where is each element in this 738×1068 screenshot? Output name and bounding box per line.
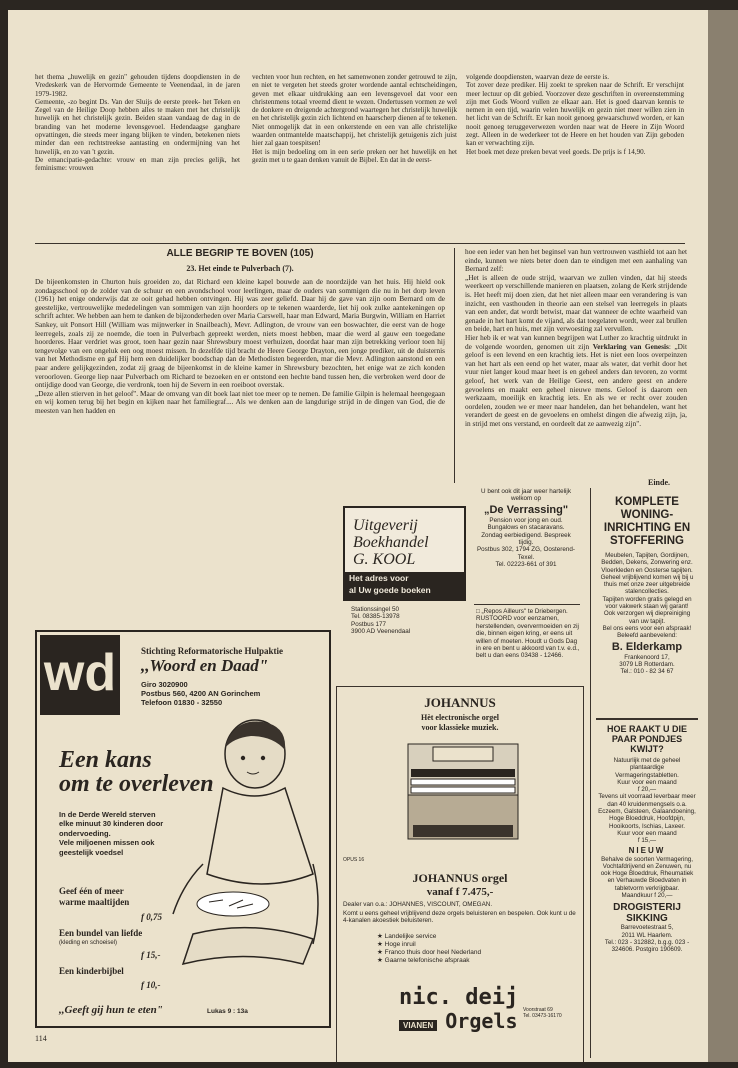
top-article-col-3 (466, 73, 684, 243)
sikking-line: Kuur voor een maand (617, 778, 677, 786)
verrassing-name: „De Verrassing" (483, 503, 569, 516)
quote-text: Hier heb ik er wat van kunnen begrijpen wat Luther zo krachtig uitdrukt in de volgende woorden, genomen uit zijn (465, 332, 687, 351)
addr-line: 3079 LB Rotterdam. (619, 660, 675, 668)
wd-price-1: f 0,75 (141, 912, 162, 922)
wd-body-line: ondervoeding. (59, 828, 111, 838)
column-divider (590, 488, 591, 1058)
top-article-col-1 (35, 73, 240, 243)
addr-line: Frankenoord 17, (624, 653, 670, 661)
sikking-line: Kuur voor een maand (617, 829, 677, 837)
wd-name: ,,Woord en Daad" (141, 656, 269, 675)
bullet-item: ★ Hoge inruil (377, 941, 416, 948)
opus-label: OPUS 16 (343, 857, 365, 863)
sikking-name: DROGISTERIJ SIKKING (613, 902, 681, 925)
addr-line: Tel.: 023 - 312882, b.g.g. 023 - 324606. Postgiro 190609. (604, 938, 690, 954)
paragraph: Tot zover deze prediker. Hij zoekt te spreken naar de Schrift. Er verschijnt meer lectuur op dit gebied. Voorzover deze geschriften in overeenstemming zijn met Gods Woord vullen ze elkaar aan. Het is goed daarvan kennis te nemen in een tijd, waarin velen huwelijk en gezin niet meer willen zien in het licht van de Schrift. Er kan nooit genoeg gewaarschuwd worden, er kan nooit genoeg teruggeverwezen worden naar wat de Heere in Zijn Woord zegt. Alleen in de wederkeer tot de Heere en het houden van Zijn geboden kan er verwachting zijn. (466, 81, 684, 148)
page-number: 114 (35, 1034, 47, 1043)
paragraph: Het boek met deze preken bevat veel goeds. De prijs is f 14,90. (466, 147, 646, 156)
kool-line-2: Boekhandel (353, 534, 429, 551)
johannus-sub-2: voor klassieke muziek. (421, 723, 499, 732)
paragraph: vechten voor hun rechten, en het samenwonen zonder getrouwd te zijn, en niet te vergeten het steeds groter wordende aantal echtscheidingen, geven met elkaar uitdrukking aan een levensgevoel dat voor een christenmens totaal vreemd dient te wezen. Ondertussen vormen ze wel de donkere en dreigende achtergrond waartegen het christelijk huwelijk en het christelijk gezin zich lichtend en haarscherp dienen af te tekenen. Niet onmogelijk dat in een onkerstende en een van alle christelijke waarden ontmantelde maatschappij, het christelijk getuigenis zich juist hier zal gaan toespitsen! (252, 73, 457, 148)
wd-offer-3: Een kinderbijbel (59, 966, 124, 976)
wd-body-line: Vele miljoenen missen ook (59, 838, 155, 848)
wd-offer-2: Een bundel van liefde (59, 928, 143, 938)
wd-price-2: f 15,- (141, 950, 161, 960)
elderkamp-line: Tapijten worden gratis gelegd en voor vakwerk staan wij garant! (602, 595, 692, 611)
kool-tagline (345, 572, 464, 599)
wd-giro: Giro 3020900 (141, 680, 188, 689)
kool-line-3: G. KOOL (353, 551, 416, 568)
deij-logo-line-1: nic. deij (399, 985, 519, 1010)
johannus-desc: Komt u eens geheel vrijblijvend deze orgels beluisteren en bespelen. Ook kunt u de 4-kanalen akoestiek beluisteren. (343, 910, 576, 925)
serial-title: ALLE BEGRIP TE BOVEN (105) (166, 248, 314, 259)
book-binding (708, 10, 738, 1062)
johannus-orgel: JOHANNUS orgel (412, 871, 508, 885)
wd-tel: Telefoon 01830 - 32550 (141, 698, 223, 707)
deij-logo (399, 987, 519, 1037)
kool-tag-1: Het adres voor (349, 573, 409, 583)
wd-logo: wd (40, 635, 120, 715)
johannus-ad (336, 686, 584, 1062)
divider (596, 718, 698, 720)
magazine-page (8, 10, 708, 1062)
repos-ad: □ „Repos Ailleurs" te Driebergen. RUSTOORD voor eenzamen, herstellenden, oververmoeiden en zij die, binnen eigen kring, er eens uit willen of moeten. Houdt u Gods Dag in ere en bent u akkoord van t.v. e.d., belt u dan eens 03438 - 12466. (476, 608, 580, 660)
wd-offer-1b: warme maaltijden (59, 897, 130, 907)
paragraph: „Het is alleen de oude strijd, waarvan we zullen vinden, dat hij steeds weerkeert op verschillende manieren en plaatsen, zolang de Kerk strijdende is. Het heeft mij doen zien, dat het niet alleen maar een verandering is van inzicht, een vasthouden in theorie aan een stelsel van leerregels in plaats van een ander, dat wordt betwist, maar dat wanneer de echte waarheid van genade in het hart komt de vijand, als dat toegelaten wordt, weer zal brullen en beide, hart en huis, met zijn verwoesting zal vervullen. (465, 272, 687, 334)
sikking-nieuw: NIEUW (628, 845, 666, 855)
wd-body-line: In de Derde Wereld sterven (59, 810, 156, 819)
sikking-line: f 20,— (637, 786, 657, 794)
addr-line: Tel.: 010 - 82 34 67 (620, 668, 674, 676)
johannus-dealers: Dealer van o.a.: JOHANNES, VISCOUNT, OMEGAN. (343, 901, 493, 908)
column-divider (454, 248, 455, 483)
addr-line: Voorstraat 69 (523, 1007, 553, 1013)
deij-logo-line-2: VIANEN (399, 1020, 437, 1031)
paragraph: Het is mijn bedoeling om in een serie preken oer het huwelijk en het gezin met u te gaan denken vanuit de Bijbel. En dat in de eerst- (252, 147, 457, 164)
wd-ref: Lukas 9 : 13a (207, 1008, 248, 1015)
bullet-item: ★ Landelijke service (377, 933, 437, 940)
kool-address (351, 606, 410, 636)
paragraph: De emancipatie-gedachte: vrouw en man zijn precies gelijk, het feminisme: vrouwen (35, 155, 240, 173)
paragraph: „Deze allen stierven in het geloof". Maar de omvang van dit boek laat niet toe meer op te nemen. De familie Gilpin is helemaal heengegaan en wij komen terug bij het begin en kijken naar het familiegraf.... Als we denken aan de langdurige strijd in de dingen van God, die de meesten van hen hadden en (35, 388, 445, 415)
addr-line: Tel. 08385-13978 (351, 613, 400, 621)
paragraph: hoe een ieder van hen het beginsel van hun vertrouwen vasthield tot aan het einde, kunnen we niets beter doen dan te eindigen met een aanhaling van Bernard zelf: (465, 248, 687, 274)
serial-end: Einde. (648, 478, 671, 487)
addr-line: Postbus 177 (351, 620, 387, 628)
johannus-price: vanaf f 7.475,- (426, 886, 494, 898)
wd-body-line: geestelijk voedsel (59, 847, 124, 857)
sikking-line: Behalve de soorten Vermagering, Vochtafdrijvend en Zenuwen, nu ook Hoge Bloeddruk, Rheumatiek en Verhauwde Bloedvaten in tabletvorm verkrijgbaar. (600, 855, 694, 892)
divider (35, 243, 685, 244)
elderkamp-line: Beleefd aanbevelend: (617, 632, 677, 640)
johannus-sub-1: Hèt electronische orgel (420, 713, 500, 722)
sikking-line: Maandkuur f 20,— (621, 892, 673, 900)
sikking-line: Tevens uit voorraad leverbaar meer dan 40 kruidenmengsels o.a. (598, 793, 696, 808)
top-article-col-2 (252, 73, 457, 243)
addr-line: 2011 WL Haarlem. (621, 931, 673, 939)
elderkamp-line: Bel ons eens voor een afspraak! (602, 624, 692, 632)
johannus-title: JOHANNUS (424, 695, 496, 710)
kool-ad (343, 506, 466, 601)
verrassing-line: Postbus 302, 1794 ZG, Oosterend-Texel. (476, 546, 575, 561)
kool-tag-2: al Uw goede boeken (349, 585, 431, 595)
book-title: Verklaring van Genesis (592, 341, 669, 351)
sikking-line: Natuurlijk met de geheel plantaardige Vermageringstabletten. (613, 757, 681, 779)
bullet-item: ★ Franco thuis door heel Nederland (377, 949, 482, 956)
wd-body-line: elke minuut 30 kinderen door (59, 819, 164, 829)
verrassing-intro: U bent ook dit jaar weer hartelijk welkom op (481, 488, 571, 503)
sikking-line: f 15,— (637, 837, 657, 845)
addr-line: Stationssingel 50 (351, 606, 399, 613)
wd-postbus: Postbus 560, 4200 AN Gorinchem (141, 689, 261, 698)
elderkamp-line: Geheel vrijblijvend komen wij bij u thuis met onze zeer uitgebreide stalencollecties. (600, 573, 694, 596)
woord-en-daad-ad (35, 630, 331, 1028)
verrassing-line: Tel. 02223-661 of 391 (495, 561, 557, 569)
paragraph: De bijeenkomsten in Churton huis groeiden zo, dat Richard een kleine kapel bouwde aan de noordzijde van het huis. Hij hield ook zondagsschool op de zolder van de schuur en een avondschool voor leerlingen, maar de ouders van sommigen die nu in het dorp leven (1961) het enige onderwijs dat ze ooit gehad hebben ontvingen. Hij was zeer geliefd. Daar hij de gave van zijn oom Bernard om de geestelijke, vertrouwelijke mededelingen van sommigen van zijn hoorders op te tekenen waarderde, liet hij ook zulke aantekeningen op schrift achter. We hebben aan hem te danken de bijzonderheden over Maria Carswell, haar man Edward, Maria Burgwin, William en Harriet Sankey, uit Ponsort Hill (William was mijnwerker in Snailbeach), Mevr. Adlington, de vrouw van een boswachter, die eerst van de hoge leerregels, zoals zij ze noemde, die toen in Pulverbach gepreekt werden, niets moest hebben, maar die werd al gauw een toegedane hoorderes. Haar verdriet was groot, toen haar gezin naar Shrewsbury moest verhuizen, doordat haar man zijn betrekking verloor toen hij tengevolge van een ongeluk een oog moest missen. In dezelfde tijd bracht de Heere George Drayton, een jonge prediker, uit de duisternis van het Methodisme en gaf Hij hem een duidelijker boodschap dan de Methodisten begeerden, mar die Mevr. Adlington aanstond en een paar andere gelijkgezinden, zodat zij graag de bijeenkomst in de kleine kamer in Shrewsbury bezochten, het enige wat ze zich konden veroorloven. George liep naar Pulverbach om Richard te bezoeken en er ontstond een hechte band tussen hen, die verbroken werd door de ontijdige dood van George, die verdronk, toen hij de Severn in een roeiboot overstak. (35, 278, 445, 390)
wd-price-3: f 10,- (141, 980, 161, 990)
deij-logo-line-3: Orgels (445, 1009, 518, 1033)
verrassing-line: Pension voor jong en oud. Bungalows en stacaravans. (487, 516, 565, 532)
addr-line: 3900 AD Veenendaal (351, 628, 411, 636)
addr-line: Barrevoetestraat 5, (620, 924, 674, 932)
verrassing-ad (476, 488, 576, 569)
wd-headline-2: om te overleven (59, 771, 214, 797)
wd-headline (59, 748, 214, 796)
wd-offer-1 (59, 886, 129, 908)
elderkamp-line: Meubelen, Tapijten, Gordijnen, Bedden, Dekens, Zonwering enz. (601, 552, 693, 567)
divider (474, 604, 580, 605)
elderkamp-name: B. Elderkamp (611, 640, 683, 653)
addr-line: Tel. 03473-16170 (523, 1013, 562, 1019)
wd-org: Stichting Reformatorische Hulpaktie (141, 646, 283, 656)
sikking-line: Eczeem, Galsteen, Galaandoening, Hoge Bloeddruk, Hoofdpijn, Hooikoorts, Ischias, Laxeer. (598, 808, 696, 830)
paragraph: volgende doopdiensten, waarvan deze de eerste is. (466, 73, 610, 81)
deij-address (523, 1007, 562, 1019)
paragraph: het thema „huwelijk en gezin" gehouden tijdens doopdiensten in de Vredeskerk van de Hervormde Gemeente te Veenendaal, in de jaren 1979-1982. (35, 73, 240, 98)
sikking-title: HOE RAAKT U DIE PAAR PONDJES KWIJT? (606, 724, 687, 754)
kool-line-1: Uitgeverij (353, 517, 418, 534)
serial-subtitle: 23. Het einde te Pulverbach (7). (186, 264, 294, 273)
elderkamp-ad (598, 496, 696, 675)
bullet-item: ★ Gaarne telefonische afspraak (377, 957, 470, 964)
wd-offer-2b: (kleding en schoeisel) (59, 940, 118, 946)
paragraph: Gemeente, -zo begint Ds. Van der Sluijs de eerste preek- het Teken en Zegel van de Heilige Doop hebben alles te maken met het christelijk huwelijk en het christelijk gezin. Beiden staan vandaag de dag in de branding van het moderne levensgevoel. Hedendaagse gangbare opvattingen, die steeds meer ingang blijken te vinden, betekenen niets minder dan een rechtstreekse aantasting en ondermijning van het huwelijk, en zo van 't gezin. (35, 97, 240, 156)
verrassing-line: Zondag eerbiedigend. Bespreek tijdig. (481, 531, 571, 547)
elderkamp-line: Vloerkleden en Oosterse tapijten. (601, 566, 693, 574)
organ-image (403, 739, 523, 849)
sikking-ad (598, 724, 696, 954)
wd-quote: ,,Geeft gij hun te eten" (59, 1004, 163, 1016)
serial-col-2 (465, 248, 687, 484)
quote-text: : „Dit geloof is een levend en een krachtig iets. Het is niet een loos overpeinzen van het hart als een eend op het water, maar als water, dat verhit door het vuur niet langer koud maar heet is en geheel anders dan tevoren, zo vormt geloof, het werk van de Heilige Geest, een andere geest en andere gevoelens en maakt een geheel nieuwe mens. Geloof is daarom een werkzaam, moeilijk en krachtig iets. En als we er recht over zouden oordelen, zouden we er meer naar handelen, dan het behandelen, want het verandert de geest en de gevoelens en omhelst dingen die afwezig zijn, ja, in strijd met ons verstand, en oordeelt dat ze aanwezig zijn". (465, 341, 687, 428)
wd-headline-1: Een kans (59, 747, 152, 773)
johannus-bullets (377, 933, 481, 965)
wd-body (59, 810, 163, 857)
elderkamp-line: Ook verzorgen wij diepreiniging van uw tapijt. (603, 610, 691, 625)
wd-offer-1a: Geef één of meer (59, 886, 124, 896)
paragraph (465, 334, 687, 429)
elderkamp-title: KOMPLETE WONING-INRICHTING EN STOFFERING (603, 496, 691, 547)
